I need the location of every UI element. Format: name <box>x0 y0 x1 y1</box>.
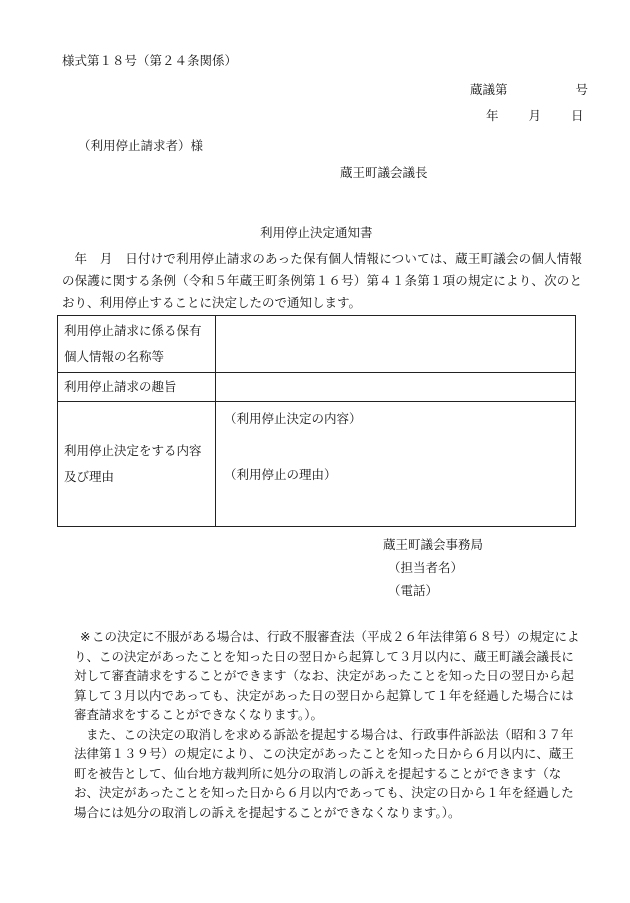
document-title: 利用停止決定通知書 <box>260 225 373 240</box>
appeal-note <box>62 627 584 822</box>
row1-value <box>216 316 576 373</box>
note-text-2: また、この決定の取消しを求める訴訟を提起する場合は、行政事件訴訟法（昭和３７年法律第１３９号）の規定により、この決定があったことを知った日から６月以内に、蔵王町を被告として、仙台地方裁判所に処分の取消しの訴えを提起することができます（なお、決定があったことを知った日から６月以内であっても、決定の日から１年を経過した場合には処分の取消しの訴えを提起することができなくなります。）。 <box>74 726 574 820</box>
table-row <box>58 402 576 527</box>
office-name: 蔵王町議会事務局 <box>383 537 484 552</box>
document-number <box>470 82 588 97</box>
issue-date <box>486 108 584 123</box>
document-number-suffix: 号 <box>575 82 589 97</box>
date-day-label: 日 <box>571 108 584 123</box>
form-number: 様式第１８号（第２４条関係） <box>62 53 238 68</box>
note-text-1: この決定に不服がある場合は、行政不服審査法（平成２６年法律第６８号）の規定により、この決定があったことを知った日の翌日から起算して３月以内に、蔵王町議会議長に対して審査請求をすることができます（なお、決定があったことを知った日の翌日から起算して３月以内であっても、決定があった日の翌日から起算して１年を経過した場合には審査請求をすることができなくなります。）。 <box>74 629 580 722</box>
date-month-label: 月 <box>528 108 542 123</box>
contact-person: （担当者名） <box>388 560 464 575</box>
row2-value <box>216 373 576 402</box>
row1-label: 利用停止請求に係る保有個人情報の名称等 <box>58 316 216 373</box>
body-paragraph: 年 月 日付けで利用停止請求のあった保有個人情報については、蔵王町議会の個人情報の保護に関する条例（令和５年蔵王町条例第１６号）第４１条第１項の規定により、次のとおり、利用停止することに決定したので通知します。 <box>62 251 582 310</box>
info-table <box>57 315 576 527</box>
sender: 蔵王町議会議長 <box>340 165 428 180</box>
stop-reason-label: （利用停止の理由） <box>224 467 337 482</box>
row3-label: 利用停止決定をする内容及び理由 <box>58 402 216 527</box>
date-year-label: 年 <box>486 108 499 123</box>
table-row <box>58 373 576 402</box>
note-mark: ※ <box>80 629 91 644</box>
note-paragraph-2 <box>62 725 584 823</box>
table-row <box>58 316 576 373</box>
row2-label: 利用停止請求の趣旨 <box>58 373 216 402</box>
note-paragraph-1 <box>62 627 584 725</box>
decision-content-label: （利用停止決定の内容） <box>224 411 362 426</box>
row3-value <box>216 402 576 527</box>
addressee: （利用停止請求者）様 <box>78 138 204 153</box>
contact-phone: （電話） <box>388 583 439 598</box>
document-number-prefix: 蔵議第 <box>470 82 508 97</box>
